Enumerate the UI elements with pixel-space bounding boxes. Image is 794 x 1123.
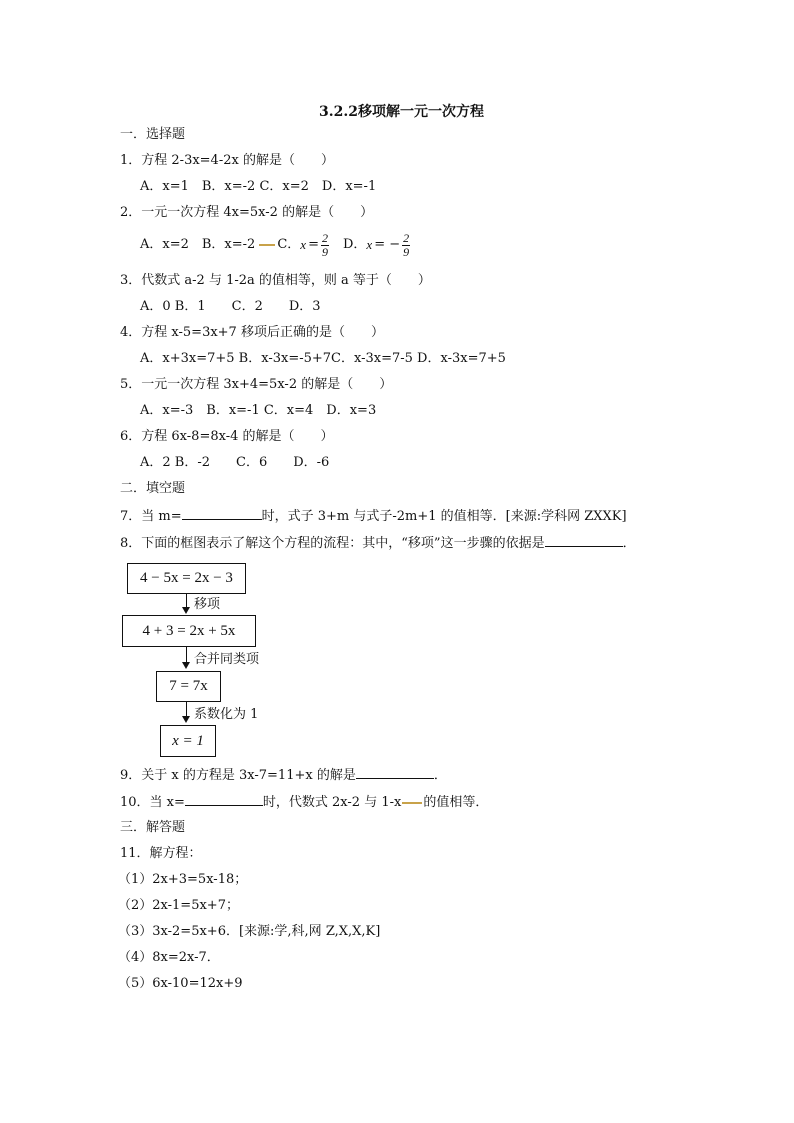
flow-box-original-equation: 4 − 5x = 2x − 3	[127, 563, 246, 594]
question-5-stem: 5．一元一次方程 3x+4=5x-2 的解是（ ）	[120, 377, 393, 392]
q2-option-d-numerator: 2	[403, 230, 410, 245]
flow-box-solution: x = 1	[160, 725, 216, 757]
q10-text-middle: 时，代数式 2x-2 与 1-x	[262, 795, 402, 810]
q2-option-d-var: x	[366, 237, 373, 252]
flow-connector	[186, 702, 187, 717]
section-heading-fill: 二．填空题	[120, 481, 186, 496]
flow-connector	[186, 647, 187, 663]
question-11-item: （1）2x+3=5x-18；	[118, 872, 248, 887]
question-2-stem: 2．一元一次方程 4x=5x-2 的解是（ ）	[120, 205, 374, 220]
question-1-options: A．x=1 B．x=-2 C．x=2 D．x=-1	[140, 179, 377, 194]
question-11-item: （5）6x-10=12x+9	[118, 976, 243, 991]
q10-text-before: 10．当 x=	[120, 795, 185, 810]
highlight-mark	[402, 802, 422, 804]
question-8	[120, 534, 636, 552]
question-3-stem: 3．代数式 a-2 与 1-2a 的值相等，则 a 等于（ ）	[120, 273, 431, 288]
flow-box-transposed-equation: 4 + 3 = 2x + 5x	[122, 615, 256, 647]
question-11-stem: 11．解方程：	[120, 846, 202, 861]
q8-text-before: 8．下面的框图表示了解这个方程的流程：其中，“移项”这一步骤的依据是	[120, 536, 545, 551]
q2-option-ab: A．x=2 B．x=-2	[140, 237, 256, 252]
flow-step-label-combine: 合并同类项	[194, 652, 260, 667]
q2-option-d-fraction	[402, 232, 410, 259]
q10-answer-blank[interactable]	[185, 793, 263, 806]
question-11-item: （3）3x-2=5x+6．[来源:学,科,网 Z,X,X,K]	[118, 924, 381, 939]
q2-option-c-var: x	[300, 237, 307, 252]
q9-text-before: 9．关于 x 的方程是 3x-7=11+x 的解是	[120, 768, 356, 783]
question-4-stem: 4．方程 x-5=3x+7 移项后正确的是（ ）	[120, 325, 384, 340]
q2-option-c-numerator: 2	[321, 230, 328, 245]
page-title: 3.2.2移项解一元一次方程	[319, 104, 484, 120]
arrow-down-icon	[182, 716, 190, 723]
question-10	[120, 793, 488, 811]
question-6-options: A．2 B．-2 C．6 D．-6	[140, 455, 330, 470]
section-heading-solve: 三．解答题	[120, 820, 186, 835]
question-11-item: （4）8x=2x-7．	[118, 950, 220, 965]
q2-option-d-label: D．	[342, 237, 367, 252]
q8-text-after: ．	[622, 536, 636, 551]
q8-answer-blank[interactable]	[545, 534, 623, 547]
q9-text-after: ．	[433, 768, 447, 783]
q2-option-c-fraction	[321, 232, 329, 259]
flow-step-label-coefficient: 系数化为 1	[194, 707, 259, 722]
q7-text-before: 7．当 m=	[120, 509, 182, 524]
q7-answer-blank[interactable]	[182, 507, 262, 520]
question-4-options: A．x+3x=7+5 B．x-3x=-5+7C．x-3x=7-5 D．x-3x=7+5	[140, 351, 506, 366]
arrow-down-icon	[182, 662, 190, 669]
q2-option-c-label: C．	[277, 237, 301, 252]
arrow-down-icon	[182, 607, 190, 614]
q10-text-after: 的值相等．	[423, 795, 489, 810]
section-heading-choice: 一．选择题	[120, 127, 186, 142]
q7-text-after: 时，式子 3+m 与式子-2m+1 的值相等．[来源:学科网 ZXXK]	[261, 509, 627, 524]
question-7	[120, 507, 627, 525]
question-2-options: A．x=2 B．x=-2 C． x = $\frac{2}{9}$ D． x = − $\frac{2}{9}$	[140, 230, 410, 259]
highlight-mark	[259, 244, 275, 246]
q2-option-c-denominator: 9	[321, 244, 328, 259]
question-6-stem: 6．方程 6x-8=8x-4 的解是（ ）	[120, 429, 334, 444]
flow-box-combined-equation: 7 = 7x	[156, 671, 221, 702]
q9-answer-blank[interactable]	[356, 766, 434, 779]
question-9	[120, 766, 447, 784]
question-11-item: （2）2x-1=5x+7；	[118, 898, 239, 913]
q2-option-d-denominator: 9	[403, 244, 410, 259]
question-3-options: A．0 B．1 C．2 D．3	[140, 299, 321, 314]
question-5-options: A．x=-3 B．x=-1 C．x=4 D．x=3	[140, 403, 377, 418]
flow-connector	[186, 594, 187, 608]
question-1-stem: 1．方程 2-3x=4-2x 的解是（ ）	[120, 153, 334, 168]
flow-step-label-transpose: 移项	[194, 597, 221, 612]
